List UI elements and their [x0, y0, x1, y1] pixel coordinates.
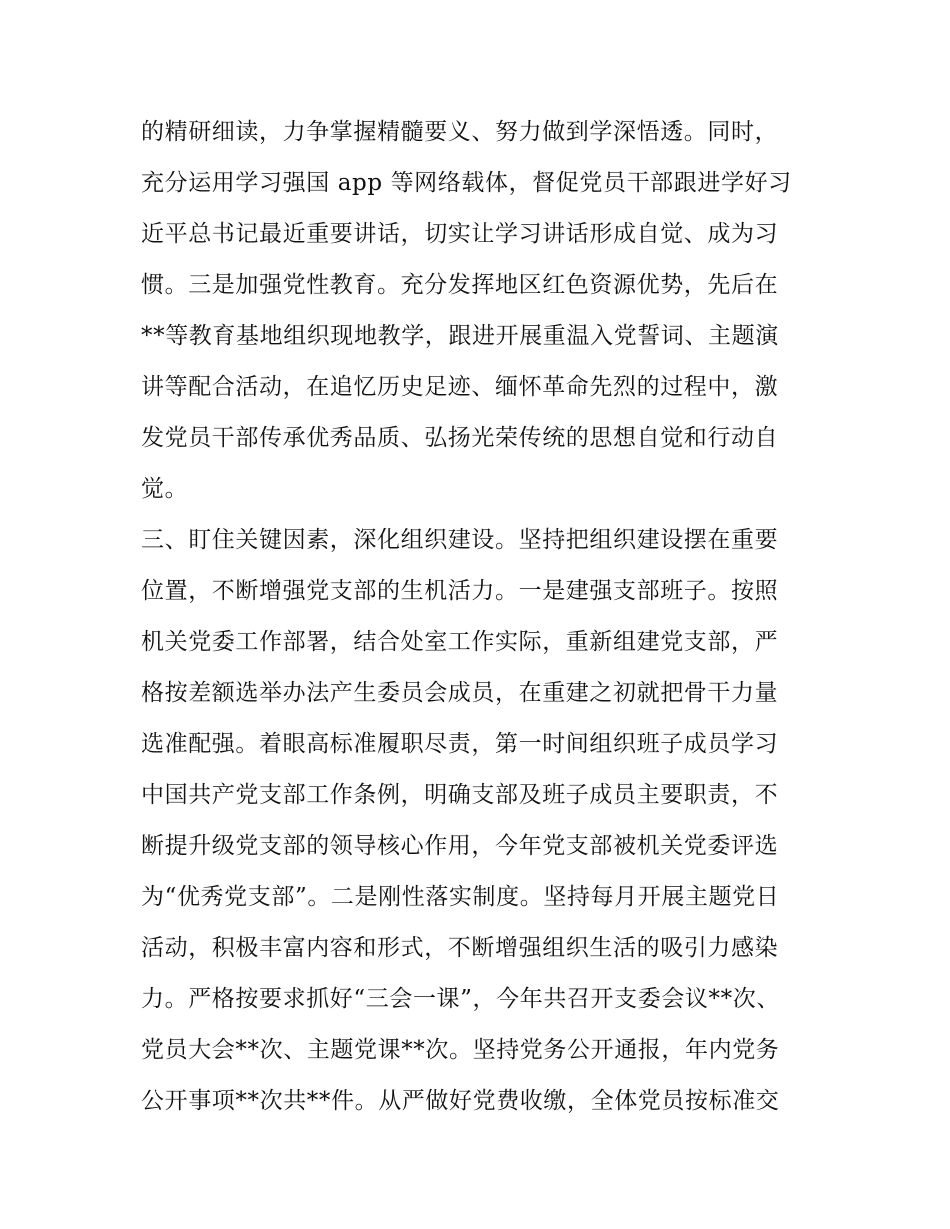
- body-text: [141, 107, 821, 1127]
- text-line: 为“优秀党支部”。二是刚性落实制度。坚持每月开展主题党日: [141, 884, 780, 910]
- section-heading-line: 三、盯住关键因素，深化组织建设。坚持把组织建设摆在重要: [141, 527, 779, 553]
- text-line: 断提升级党支部的领导核心作用，今年党支部被机关党委评选: [141, 833, 779, 859]
- text-line: 力。严格按要求抓好“三会一课”，今年共召开支委会议**次、: [141, 986, 780, 1012]
- text-line: 位置，不断增强党支部的生机活力。一是建强支部班子。按照: [141, 578, 779, 604]
- text-line: 充分运用学习强国 app 等网络载体，督促党员干部跟进学好习: [141, 170, 792, 196]
- text-line: 选准配强。着眼高标准履职尽责，第一时间组织班子成员学习: [141, 731, 779, 757]
- text-line: 格按差额选举办法产生委员会成员，在重建之初就把骨干力量: [141, 680, 779, 706]
- text-line: 讲等配合活动，在追忆历史足迹、缅怀革命先烈的过程中，激: [141, 374, 779, 400]
- text-line: 惯。三是加强党性教育。充分发挥地区红色资源优势，先后在: [141, 272, 779, 298]
- text-line: 中国共产党支部工作条例，明确支部及班子成员主要职责，不: [141, 782, 779, 808]
- text-line: 活动，积极丰富内容和形式，不断增强组织生活的吸引力感染: [141, 935, 779, 961]
- text-line: 公开事项**次共**件。从严做好党费收缴，全体党员按标准交: [141, 1088, 780, 1114]
- text-line: 的精研细读，力争掌握精髓要义、努力做到学深悟透。同时，: [141, 119, 779, 145]
- text-line: 近平总书记最近重要讲话，切实让学习讲话形成自觉、成为习: [141, 221, 779, 247]
- text-line: 觉。: [141, 476, 189, 502]
- text-line: 发党员干部传承优秀品质、弘扬光荣传统的思想自觉和行动自: [141, 425, 779, 451]
- text-line: 党员大会**次、主题党课**次。坚持党务公开通报，年内党务: [141, 1037, 780, 1063]
- text-line: 机关党委工作部署，结合处室工作实际，重新组建党支部，严: [141, 629, 779, 655]
- text-line: **等教育基地组织现地教学，跟进开展重温入党誓词、主题演: [141, 323, 779, 349]
